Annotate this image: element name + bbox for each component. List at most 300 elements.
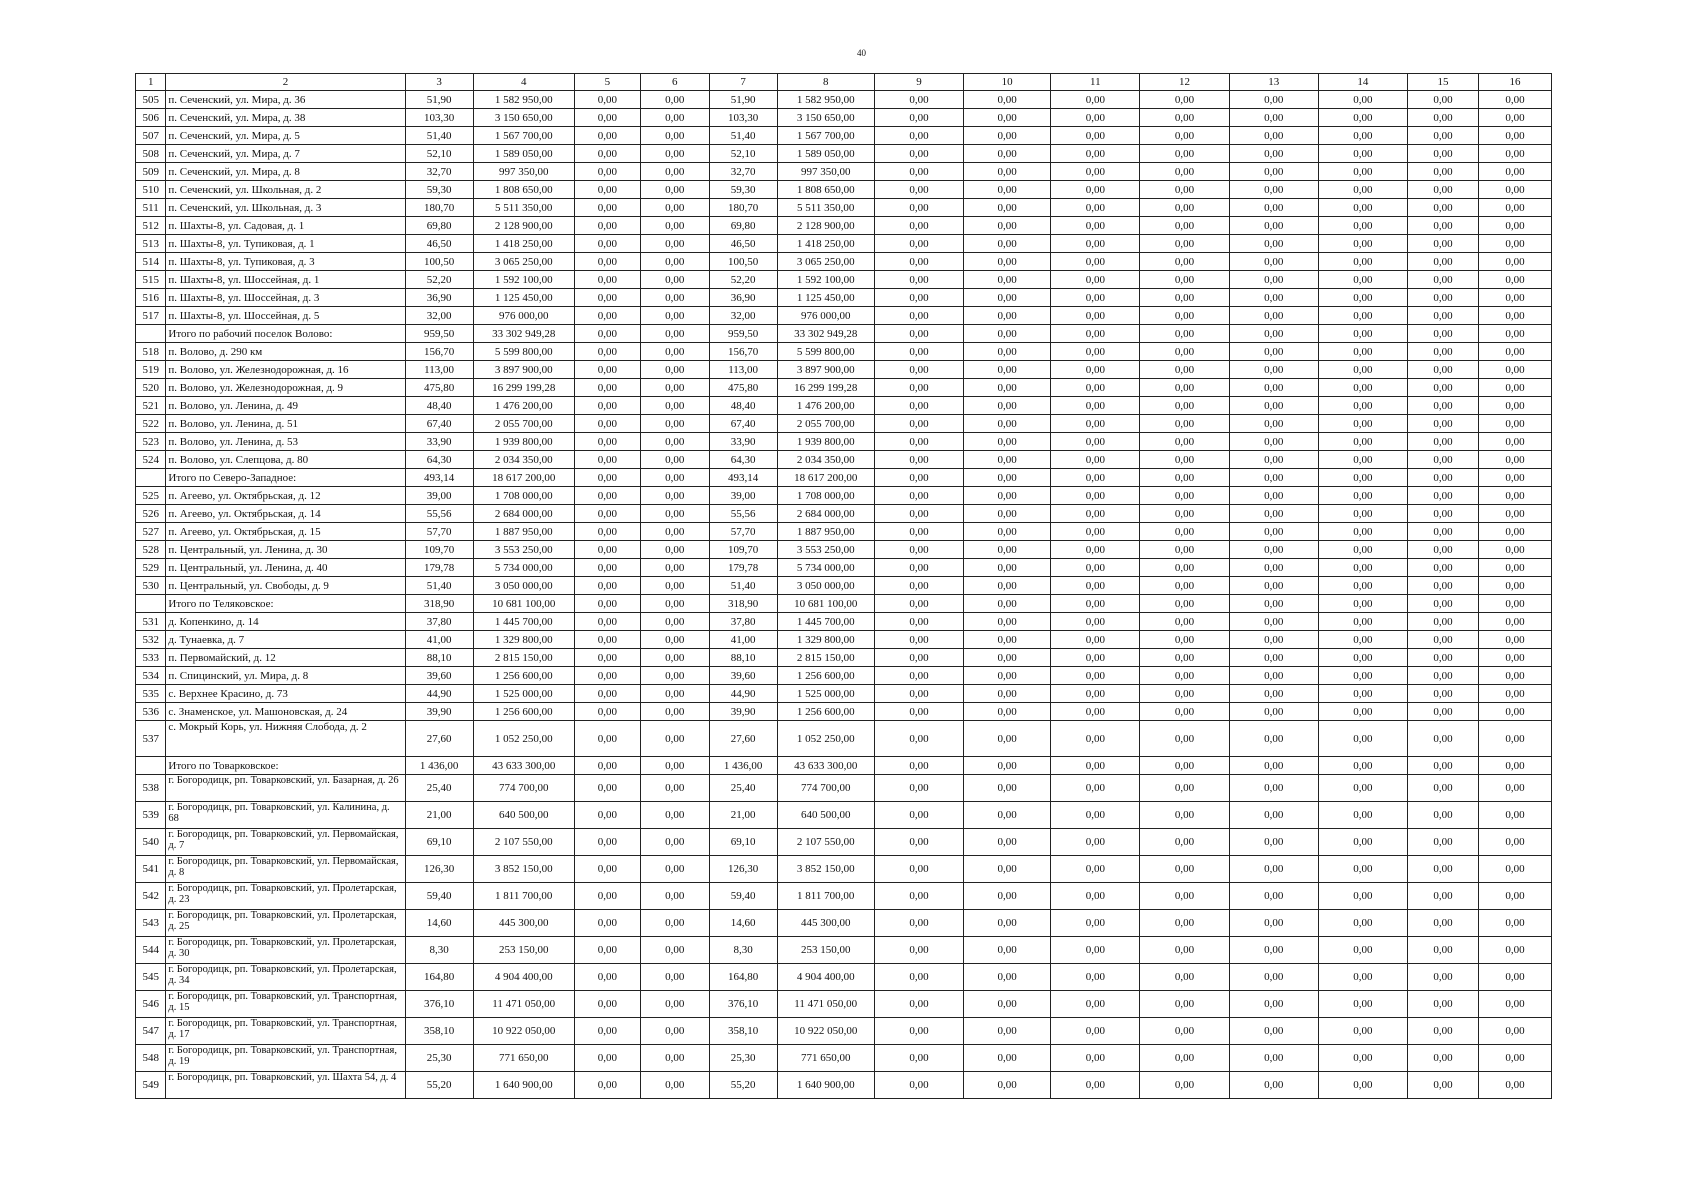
value-cell: 0,00	[964, 685, 1051, 703]
value-cell: 1 418 250,00	[777, 235, 874, 253]
value-cell: 0,00	[964, 991, 1051, 1018]
value-cell: 1 256 600,00	[777, 703, 874, 721]
value-cell: 0,00	[964, 802, 1051, 829]
value-cell: 0,00	[1229, 379, 1318, 397]
header-cell: 4	[473, 74, 574, 91]
value-cell: 14,60	[405, 910, 473, 937]
value-cell: 0,00	[1229, 91, 1318, 109]
value-cell: 44,90	[709, 685, 777, 703]
value-cell: 67,40	[405, 415, 473, 433]
value-cell: 0,00	[1407, 343, 1478, 361]
value-cell: 51,40	[405, 127, 473, 145]
header-cell: 6	[640, 74, 709, 91]
value-cell: 0,00	[1407, 595, 1478, 613]
address-cell: г. Богородицк, рп. Товарковский, ул. Транспортная, д. 15	[166, 991, 405, 1018]
value-cell: 0,00	[1140, 991, 1229, 1018]
table-row	[136, 541, 1552, 559]
value-cell: 2 815 150,00	[473, 649, 574, 667]
value-cell: 0,00	[1140, 505, 1229, 523]
address-cell: Итого по Товарковское:	[166, 757, 405, 775]
row-number: 523	[136, 433, 166, 451]
value-cell: 0,00	[1407, 757, 1478, 775]
value-cell: 376,10	[709, 991, 777, 1018]
value-cell: 0,00	[964, 577, 1051, 595]
value-cell: 0,00	[874, 181, 963, 199]
value-cell: 2 034 350,00	[777, 451, 874, 469]
value-cell: 0,00	[1051, 451, 1140, 469]
value-cell: 0,00	[1407, 163, 1478, 181]
address-cell: п. Сеченский, ул. Мира, д. 36	[166, 91, 405, 109]
table-row	[136, 127, 1552, 145]
value-cell: 52,20	[405, 271, 473, 289]
value-cell: 0,00	[574, 757, 640, 775]
value-cell: 51,40	[709, 127, 777, 145]
value-cell: 0,00	[640, 235, 709, 253]
value-cell: 0,00	[1051, 505, 1140, 523]
value-cell: 103,30	[709, 109, 777, 127]
value-cell: 0,00	[640, 343, 709, 361]
value-cell: 0,00	[1318, 415, 1407, 433]
address-cell: п. Первомайский, д. 12	[166, 649, 405, 667]
value-cell: 3 065 250,00	[473, 253, 574, 271]
value-cell: 0,00	[1318, 289, 1407, 307]
value-cell: 0,00	[964, 1045, 1051, 1072]
value-cell: 39,00	[709, 487, 777, 505]
row-number: 538	[136, 775, 166, 802]
value-cell: 0,00	[1318, 469, 1407, 487]
value-cell: 0,00	[1140, 856, 1229, 883]
value-cell: 0,00	[1407, 415, 1478, 433]
value-cell: 0,00	[1140, 145, 1229, 163]
value-cell: 179,78	[405, 559, 473, 577]
value-cell: 0,00	[640, 595, 709, 613]
value-cell: 0,00	[1051, 163, 1140, 181]
value-cell: 0,00	[1051, 910, 1140, 937]
value-cell: 0,00	[1051, 775, 1140, 802]
value-cell: 0,00	[1051, 883, 1140, 910]
value-cell: 0,00	[1229, 541, 1318, 559]
value-cell: 0,00	[1478, 325, 1551, 343]
value-cell: 0,00	[1051, 1018, 1140, 1045]
table-row	[136, 397, 1552, 415]
value-cell: 0,00	[640, 487, 709, 505]
row-number: 539	[136, 802, 166, 829]
value-cell: 1 125 450,00	[777, 289, 874, 307]
value-cell: 3 050 000,00	[473, 577, 574, 595]
value-cell: 1 476 200,00	[473, 397, 574, 415]
value-cell: 0,00	[1407, 667, 1478, 685]
row-number: 536	[136, 703, 166, 721]
value-cell: 0,00	[1051, 433, 1140, 451]
table-row	[136, 523, 1552, 541]
address-cell: г. Богородицк, рп. Товарковский, ул. Пролетарская, д. 30	[166, 937, 405, 964]
value-cell: 1 640 900,00	[777, 1072, 874, 1099]
value-cell: 0,00	[640, 289, 709, 307]
value-cell: 0,00	[1478, 721, 1551, 757]
value-cell: 8,30	[405, 937, 473, 964]
value-cell: 445 300,00	[473, 910, 574, 937]
value-cell: 0,00	[1140, 109, 1229, 127]
value-cell: 0,00	[1407, 469, 1478, 487]
value-cell: 0,00	[1318, 433, 1407, 451]
table-row	[136, 487, 1552, 505]
row-number: 508	[136, 145, 166, 163]
value-cell: 0,00	[1140, 91, 1229, 109]
value-cell: 0,00	[1407, 685, 1478, 703]
value-cell: 0,00	[874, 271, 963, 289]
value-cell: 0,00	[640, 523, 709, 541]
value-cell: 0,00	[574, 379, 640, 397]
value-cell: 0,00	[1140, 775, 1229, 802]
value-cell: 46,50	[709, 235, 777, 253]
value-cell: 0,00	[1407, 433, 1478, 451]
value-cell: 0,00	[964, 181, 1051, 199]
value-cell: 0,00	[640, 379, 709, 397]
value-cell: 0,00	[640, 109, 709, 127]
value-cell: 41,00	[405, 631, 473, 649]
value-cell: 0,00	[874, 109, 963, 127]
value-cell: 0,00	[1229, 829, 1318, 856]
value-cell: 0,00	[1140, 703, 1229, 721]
value-cell: 0,00	[640, 271, 709, 289]
value-cell: 0,00	[1051, 91, 1140, 109]
value-cell: 25,40	[405, 775, 473, 802]
value-cell: 0,00	[1051, 181, 1140, 199]
value-cell: 0,00	[1478, 1072, 1551, 1099]
value-cell: 0,00	[964, 523, 1051, 541]
value-cell: 0,00	[1051, 991, 1140, 1018]
value-cell: 0,00	[574, 667, 640, 685]
row-number	[136, 325, 166, 343]
value-cell: 0,00	[874, 469, 963, 487]
address-cell: п. Сеченский, ул. Мира, д. 7	[166, 145, 405, 163]
value-cell: 0,00	[1229, 577, 1318, 595]
value-cell: 0,00	[640, 469, 709, 487]
table-row	[136, 307, 1552, 325]
value-cell: 0,00	[640, 703, 709, 721]
table-row	[136, 415, 1552, 433]
value-cell: 41,00	[709, 631, 777, 649]
value-cell: 0,00	[1140, 649, 1229, 667]
value-cell: 0,00	[1318, 127, 1407, 145]
value-cell: 2 055 700,00	[473, 415, 574, 433]
value-cell: 0,00	[1229, 523, 1318, 541]
value-cell: 0,00	[1318, 253, 1407, 271]
value-cell: 493,14	[709, 469, 777, 487]
value-cell: 0,00	[1051, 127, 1140, 145]
header-cell: 11	[1051, 74, 1140, 91]
value-cell: 0,00	[964, 433, 1051, 451]
value-cell: 0,00	[1318, 181, 1407, 199]
header-row	[136, 74, 1552, 91]
value-cell: 3 150 650,00	[777, 109, 874, 127]
value-cell: 0,00	[1407, 964, 1478, 991]
header-cell: 12	[1140, 74, 1229, 91]
value-cell: 1 592 100,00	[777, 271, 874, 289]
value-cell: 0,00	[964, 91, 1051, 109]
value-cell: 0,00	[874, 685, 963, 703]
value-cell: 0,00	[640, 433, 709, 451]
value-cell: 0,00	[1478, 649, 1551, 667]
value-cell: 0,00	[1407, 1018, 1478, 1045]
table-row	[136, 577, 1552, 595]
value-cell: 0,00	[874, 703, 963, 721]
value-cell: 0,00	[1407, 361, 1478, 379]
value-cell: 0,00	[1407, 991, 1478, 1018]
value-cell: 0,00	[574, 397, 640, 415]
value-cell: 0,00	[964, 1072, 1051, 1099]
value-cell: 0,00	[1407, 613, 1478, 631]
value-cell: 0,00	[640, 667, 709, 685]
table-row	[136, 802, 1552, 829]
value-cell: 0,00	[964, 451, 1051, 469]
value-cell: 0,00	[1229, 667, 1318, 685]
value-cell: 0,00	[574, 289, 640, 307]
address-cell: п. Агеево, ул. Октябрьская, д. 14	[166, 505, 405, 523]
value-cell: 0,00	[1140, 163, 1229, 181]
value-cell: 0,00	[1318, 487, 1407, 505]
value-cell: 0,00	[1140, 964, 1229, 991]
value-cell: 5 511 350,00	[473, 199, 574, 217]
value-cell: 0,00	[874, 235, 963, 253]
value-cell: 0,00	[574, 487, 640, 505]
address-cell: п. Волово, ул. Ленина, д. 49	[166, 397, 405, 415]
row-number: 525	[136, 487, 166, 505]
value-cell: 55,20	[405, 1072, 473, 1099]
value-cell: 0,00	[1478, 577, 1551, 595]
value-cell: 0,00	[1318, 541, 1407, 559]
value-cell: 0,00	[1140, 289, 1229, 307]
value-cell: 109,70	[405, 541, 473, 559]
value-cell: 0,00	[1407, 1045, 1478, 1072]
value-cell: 0,00	[640, 451, 709, 469]
address-cell: п. Волово, ул. Ленина, д. 53	[166, 433, 405, 451]
value-cell: 0,00	[1229, 163, 1318, 181]
value-cell: 0,00	[1478, 145, 1551, 163]
row-number: 531	[136, 613, 166, 631]
row-number: 530	[136, 577, 166, 595]
value-cell: 0,00	[1318, 649, 1407, 667]
value-cell: 0,00	[964, 964, 1051, 991]
value-cell: 0,00	[1140, 469, 1229, 487]
value-cell: 0,00	[1318, 991, 1407, 1018]
value-cell: 0,00	[874, 343, 963, 361]
header-cell: 16	[1478, 74, 1551, 91]
address-cell: г. Богородицк, рп. Товарковский, ул. Транспортная, д. 19	[166, 1045, 405, 1072]
address-cell: п. Спицинский, ул. Мира, д. 8	[166, 667, 405, 685]
value-cell: 0,00	[1407, 559, 1478, 577]
value-cell: 55,20	[709, 1072, 777, 1099]
value-cell: 0,00	[1318, 523, 1407, 541]
table-row	[136, 910, 1552, 937]
value-cell: 0,00	[640, 325, 709, 343]
value-cell: 640 500,00	[777, 802, 874, 829]
value-cell: 997 350,00	[473, 163, 574, 181]
value-cell: 0,00	[1229, 991, 1318, 1018]
value-cell: 0,00	[574, 181, 640, 199]
value-cell: 2 107 550,00	[777, 829, 874, 856]
value-cell: 0,00	[874, 577, 963, 595]
value-cell: 0,00	[1140, 397, 1229, 415]
value-cell: 179,78	[709, 559, 777, 577]
address-cell: п. Сеченский, ул. Мира, д. 5	[166, 127, 405, 145]
value-cell: 1 052 250,00	[777, 721, 874, 757]
value-cell: 0,00	[640, 1072, 709, 1099]
row-number: 545	[136, 964, 166, 991]
value-cell: 0,00	[1051, 235, 1140, 253]
value-cell: 0,00	[874, 991, 963, 1018]
value-cell: 0,00	[1140, 541, 1229, 559]
value-cell: 0,00	[964, 253, 1051, 271]
value-cell: 0,00	[1478, 910, 1551, 937]
address-cell: п. Агеево, ул. Октябрьская, д. 15	[166, 523, 405, 541]
address-cell: п. Шахты-8, ул. Шоссейная, д. 5	[166, 307, 405, 325]
value-cell: 0,00	[1229, 937, 1318, 964]
value-cell: 0,00	[1229, 721, 1318, 757]
value-cell: 1 256 600,00	[473, 703, 574, 721]
address-cell: п. Шахты-8, ул. Тупиковая, д. 1	[166, 235, 405, 253]
value-cell: 0,00	[1229, 415, 1318, 433]
value-cell: 0,00	[574, 199, 640, 217]
value-cell: 55,56	[709, 505, 777, 523]
address-cell: п. Шахты-8, ул. Тупиковая, д. 3	[166, 253, 405, 271]
value-cell: 0,00	[640, 505, 709, 523]
value-cell: 0,00	[964, 307, 1051, 325]
value-cell: 0,00	[1407, 235, 1478, 253]
address-cell: г. Богородицк, рп. Товарковский, ул. Пролетарская, д. 25	[166, 910, 405, 937]
value-cell: 0,00	[640, 1045, 709, 1072]
value-cell: 318,90	[709, 595, 777, 613]
value-cell: 0,00	[1478, 1018, 1551, 1045]
value-cell: 67,40	[709, 415, 777, 433]
value-cell: 0,00	[1478, 199, 1551, 217]
value-cell: 0,00	[1478, 271, 1551, 289]
value-cell: 0,00	[1051, 595, 1140, 613]
value-cell: 0,00	[574, 415, 640, 433]
value-cell: 0,00	[1407, 577, 1478, 595]
table-row	[136, 379, 1552, 397]
subtotal-row	[136, 757, 1552, 775]
table-row	[136, 667, 1552, 685]
value-cell: 0,00	[640, 613, 709, 631]
value-cell: 69,80	[405, 217, 473, 235]
value-cell: 0,00	[874, 649, 963, 667]
value-cell: 25,40	[709, 775, 777, 802]
value-cell: 0,00	[964, 649, 1051, 667]
value-cell: 0,00	[874, 802, 963, 829]
value-cell: 1 418 250,00	[473, 235, 574, 253]
value-cell: 126,30	[709, 856, 777, 883]
value-cell: 0,00	[1140, 433, 1229, 451]
value-cell: 37,80	[709, 613, 777, 631]
value-cell: 0,00	[574, 325, 640, 343]
value-cell: 1 329 800,00	[473, 631, 574, 649]
table-row	[136, 721, 1552, 757]
value-cell: 0,00	[574, 109, 640, 127]
value-cell: 69,10	[709, 829, 777, 856]
value-cell: 0,00	[1051, 703, 1140, 721]
value-cell: 37,80	[405, 613, 473, 631]
value-cell: 0,00	[1478, 757, 1551, 775]
value-cell: 0,00	[574, 559, 640, 577]
value-cell: 0,00	[640, 163, 709, 181]
value-cell: 0,00	[1407, 937, 1478, 964]
value-cell: 0,00	[1051, 667, 1140, 685]
value-cell: 0,00	[964, 631, 1051, 649]
value-cell: 1 592 100,00	[473, 271, 574, 289]
value-cell: 1 589 050,00	[473, 145, 574, 163]
value-cell: 0,00	[874, 289, 963, 307]
value-cell: 0,00	[574, 649, 640, 667]
value-cell: 0,00	[874, 397, 963, 415]
value-cell: 0,00	[1140, 595, 1229, 613]
value-cell: 55,56	[405, 505, 473, 523]
value-cell: 25,30	[405, 1045, 473, 1072]
row-number: 512	[136, 217, 166, 235]
value-cell: 59,40	[405, 883, 473, 910]
value-cell: 1 525 000,00	[777, 685, 874, 703]
value-cell: 0,00	[1407, 271, 1478, 289]
value-cell: 57,70	[405, 523, 473, 541]
value-cell: 0,00	[640, 964, 709, 991]
value-cell: 0,00	[964, 487, 1051, 505]
value-cell: 0,00	[1051, 415, 1140, 433]
value-cell: 0,00	[1407, 127, 1478, 145]
value-cell: 16 299 199,28	[473, 379, 574, 397]
value-cell: 0,00	[1140, 361, 1229, 379]
registry-table	[135, 73, 1552, 1099]
value-cell: 0,00	[1051, 253, 1140, 271]
value-cell: 1 708 000,00	[777, 487, 874, 505]
value-cell: 59,30	[709, 181, 777, 199]
value-cell: 2 055 700,00	[777, 415, 874, 433]
value-cell: 0,00	[1318, 307, 1407, 325]
value-cell: 1 811 700,00	[473, 883, 574, 910]
value-cell: 0,00	[964, 199, 1051, 217]
value-cell: 376,10	[405, 991, 473, 1018]
row-number: 511	[136, 199, 166, 217]
value-cell: 48,40	[405, 397, 473, 415]
value-cell: 0,00	[1051, 685, 1140, 703]
table-row	[136, 361, 1552, 379]
value-cell: 0,00	[640, 91, 709, 109]
value-cell: 0,00	[1318, 271, 1407, 289]
value-cell: 0,00	[964, 703, 1051, 721]
value-cell: 5 734 000,00	[777, 559, 874, 577]
value-cell: 0,00	[1140, 910, 1229, 937]
table-row	[136, 1072, 1552, 1099]
header-cell: 1	[136, 74, 166, 91]
value-cell: 1 582 950,00	[777, 91, 874, 109]
value-cell: 0,00	[1140, 325, 1229, 343]
value-cell: 0,00	[1051, 109, 1140, 127]
value-cell: 0,00	[1229, 289, 1318, 307]
value-cell: 18 617 200,00	[473, 469, 574, 487]
value-cell: 771 650,00	[777, 1045, 874, 1072]
value-cell: 0,00	[1407, 199, 1478, 217]
value-cell: 0,00	[1318, 199, 1407, 217]
value-cell: 0,00	[1318, 703, 1407, 721]
address-cell: п. Центральный, ул. Ленина, д. 40	[166, 559, 405, 577]
value-cell: 0,00	[1478, 685, 1551, 703]
value-cell: 0,00	[574, 937, 640, 964]
address-cell: г. Богородицк, рп. Товарковский, ул. Шахта 54, д. 4	[166, 1072, 405, 1099]
value-cell: 0,00	[1140, 559, 1229, 577]
value-cell: 0,00	[1140, 523, 1229, 541]
value-cell: 0,00	[1318, 856, 1407, 883]
row-number: 547	[136, 1018, 166, 1045]
value-cell: 0,00	[1051, 469, 1140, 487]
